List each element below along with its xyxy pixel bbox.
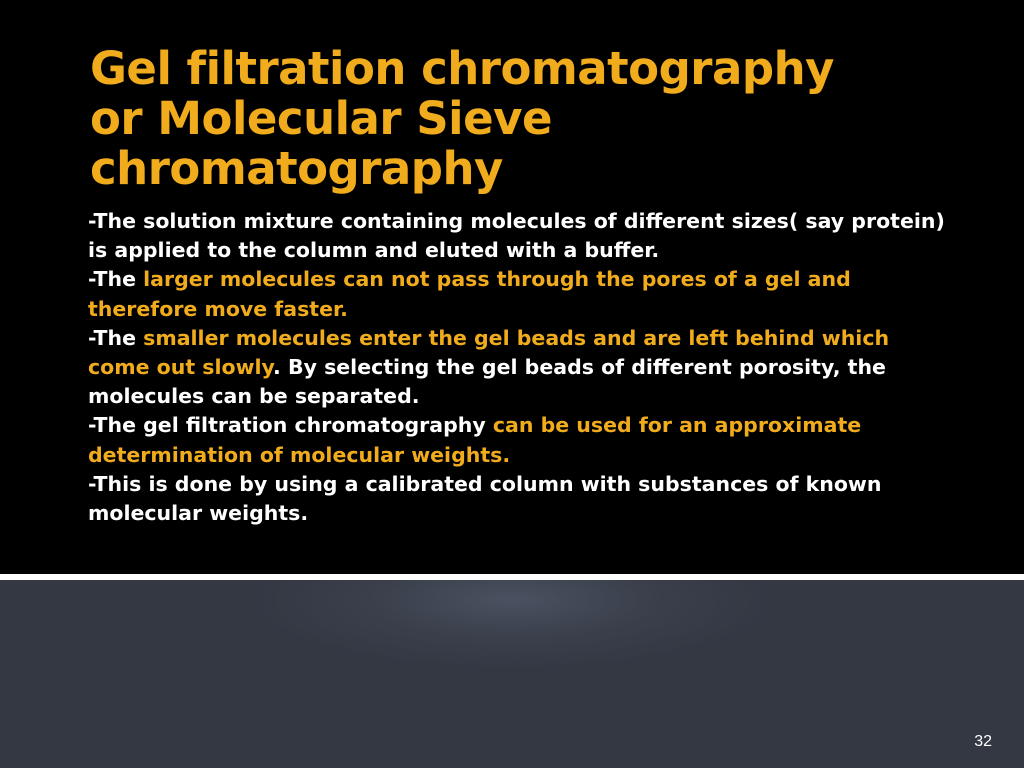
paragraph-5: -This is done by using a calibrated column with substances of known molecular weights. [88,471,882,526]
paragraph-4-prefix: -The gel filtration chromatography [88,413,493,438]
paragraph-4 [88,411,948,469]
paragraph-3-highlight: smaller molecules enter the gel beads and are left behind which come out slowly [88,325,890,380]
title-line-3: chromatography [90,142,503,195]
paragraph-2-prefix: -The [88,267,144,292]
paragraph-3 [88,324,948,412]
page-number: 32 [974,733,992,750]
paragraph-2-highlight: larger molecules can not pass through the pores of a gel and therefore move faster. [88,267,851,321]
paragraph-4-highlight: can be used for an approximate determination of molecular weights. [88,413,862,467]
paragraph-3-suffix: . By selecting the gel beads of different porosity, the molecules can be separated. [88,355,886,409]
slide-footer-area [0,580,1024,768]
paragraph-1: -The solution mixture containing molecules of different sizes( say protein) is applied to the column and eluted with a buffer. [88,209,945,263]
paragraph-3-prefix: -The [88,325,144,350]
title-line-1: Gel filtration chromatography [90,42,834,95]
slide-title [90,44,990,194]
paragraph-2 [88,265,948,323]
title-line-2: or Molecular Sieve [90,92,552,145]
slide-body [88,207,948,528]
